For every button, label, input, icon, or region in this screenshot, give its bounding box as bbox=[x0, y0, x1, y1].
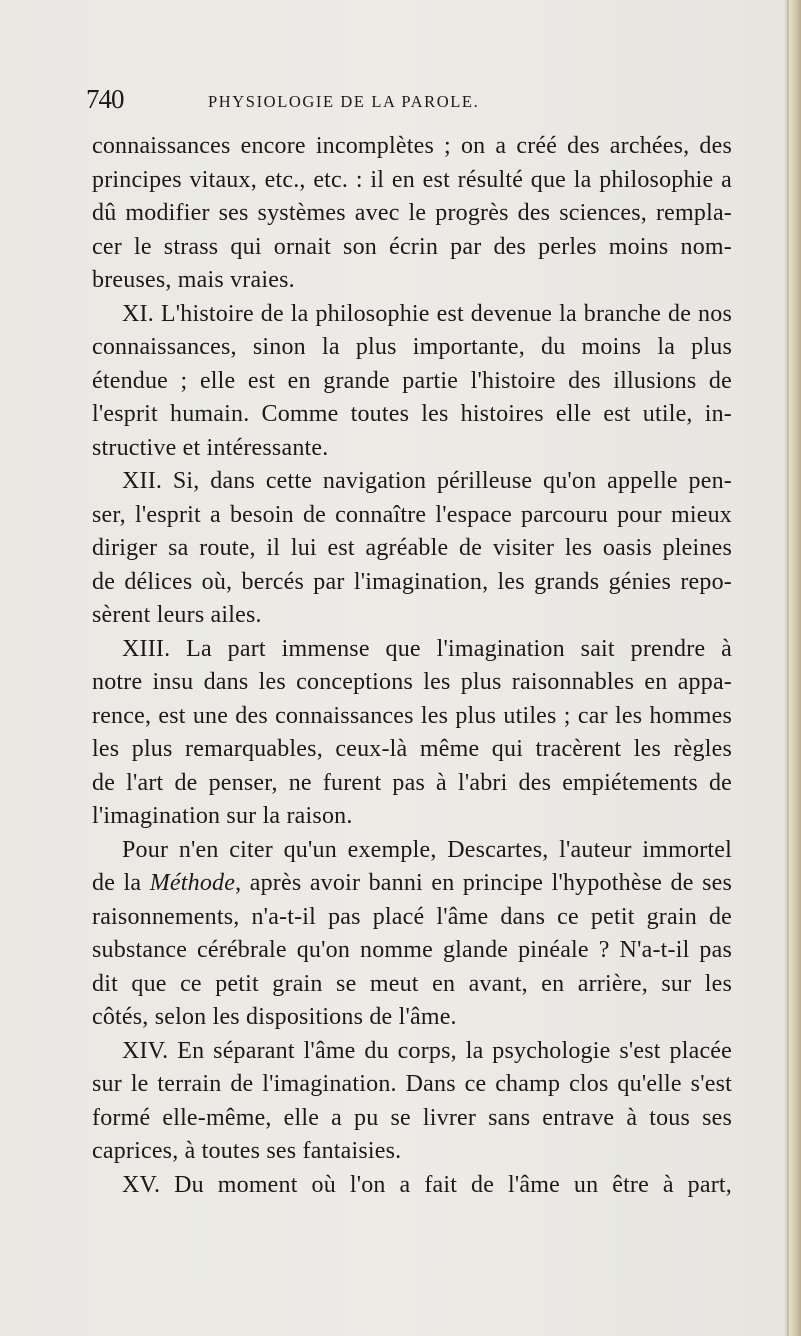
text-line: rence, est une des connaissances les plus utiles ; car les hommes bbox=[92, 702, 732, 729]
text-line: de l'art de penser, ne furent pas à l'abri des empiétements de bbox=[92, 769, 732, 796]
text-line: l'esprit humain. Comme toutes les histoires elle est utile, in- bbox=[92, 401, 732, 427]
text-line: ser, l'esprit a besoin de connaître l'espace parcouru pour mieux bbox=[92, 501, 732, 528]
text-line: principes vitaux, etc., etc. : il en est résulté que la philosophie a bbox=[92, 166, 732, 193]
text-line: étendue ; elle est en grande partie l'histoire des illusions de bbox=[92, 367, 732, 394]
text-line: raisonnements, n'a-t-il pas placé l'âme dans ce petit grain de bbox=[92, 903, 732, 930]
text-line: connaissances encore incomplètes ; on a créé des archées, des bbox=[92, 133, 732, 159]
section-heading-line: XIII. La part immense que l'imagination sait prendre à bbox=[122, 635, 732, 662]
section-heading-line: XIV. En séparant l'âme du corps, la psychologie s'est placée bbox=[122, 1037, 732, 1064]
text-line: dû modifier ses systèmes avec le progrès des sciences, rempla- bbox=[92, 200, 732, 226]
text-line: dit que ce petit grain se meut en avant, en arrière, sur les bbox=[92, 970, 732, 997]
text-line: cer le strass qui ornait son écrin par des perles moins nom- bbox=[92, 233, 732, 260]
text-line: caprices, à toutes ses fantaisies. bbox=[92, 1138, 402, 1164]
text-line: breuses, mais vraies. bbox=[92, 267, 295, 293]
text-line: de délices où, bercés par l'imagination, les grands génies repo- bbox=[92, 568, 732, 595]
text-line: connaissances, sinon la plus importante, du moins la plus bbox=[92, 334, 732, 360]
text-line: sèrent leurs ailes. bbox=[92, 602, 262, 628]
text-line: substance cérébrale qu'on nomme glande pinéale ? N'a-t-il pas bbox=[92, 937, 732, 963]
body-text bbox=[92, 130, 732, 1202]
text-line: sur le terrain de l'imagination. Dans ce champ clos qu'elle s'est bbox=[92, 1071, 732, 1097]
text-line: de la Méthode, après avoir banni en principe l'hypothèse de ses bbox=[92, 870, 732, 896]
paragraph-start-line: Pour n'en citer qu'un exemple, Descartes, l'auteur immortel bbox=[122, 836, 732, 863]
page-edge-line bbox=[787, 0, 789, 1336]
page-number: 740 bbox=[86, 84, 124, 114]
page-header bbox=[86, 84, 706, 124]
running-head: PHYSIOLOGIE DE LA PAROLE. bbox=[208, 92, 480, 111]
text-line: structive et intéressante. bbox=[92, 434, 329, 461]
text-line: l'imagination sur la raison. bbox=[92, 803, 353, 829]
text-line: diriger sa route, il lui est agréable de visiter les oasis pleines bbox=[92, 535, 732, 561]
section-heading-line: XII. Si, dans cette navigation périlleuse qu'on appelle pen- bbox=[122, 468, 732, 494]
text-line: les plus remarquables, ceux-là même qui tracèrent les règles bbox=[92, 736, 732, 762]
italic-title: Méthode bbox=[149, 870, 236, 896]
text-line: formé elle-même, elle a pu se livrer sans entrave à tous ses bbox=[92, 1104, 732, 1131]
section-heading-line: XI. L'histoire de la philosophie est devenue la branche de nos bbox=[122, 300, 732, 327]
text-line: notre insu dans les conceptions les plus raisonnables en appa- bbox=[92, 669, 732, 695]
text-line: côtés, selon les dispositions de l'âme. bbox=[92, 1004, 457, 1030]
section-heading-line: XV. Du moment où l'on a fait de l'âme un être à part, bbox=[122, 1171, 732, 1198]
